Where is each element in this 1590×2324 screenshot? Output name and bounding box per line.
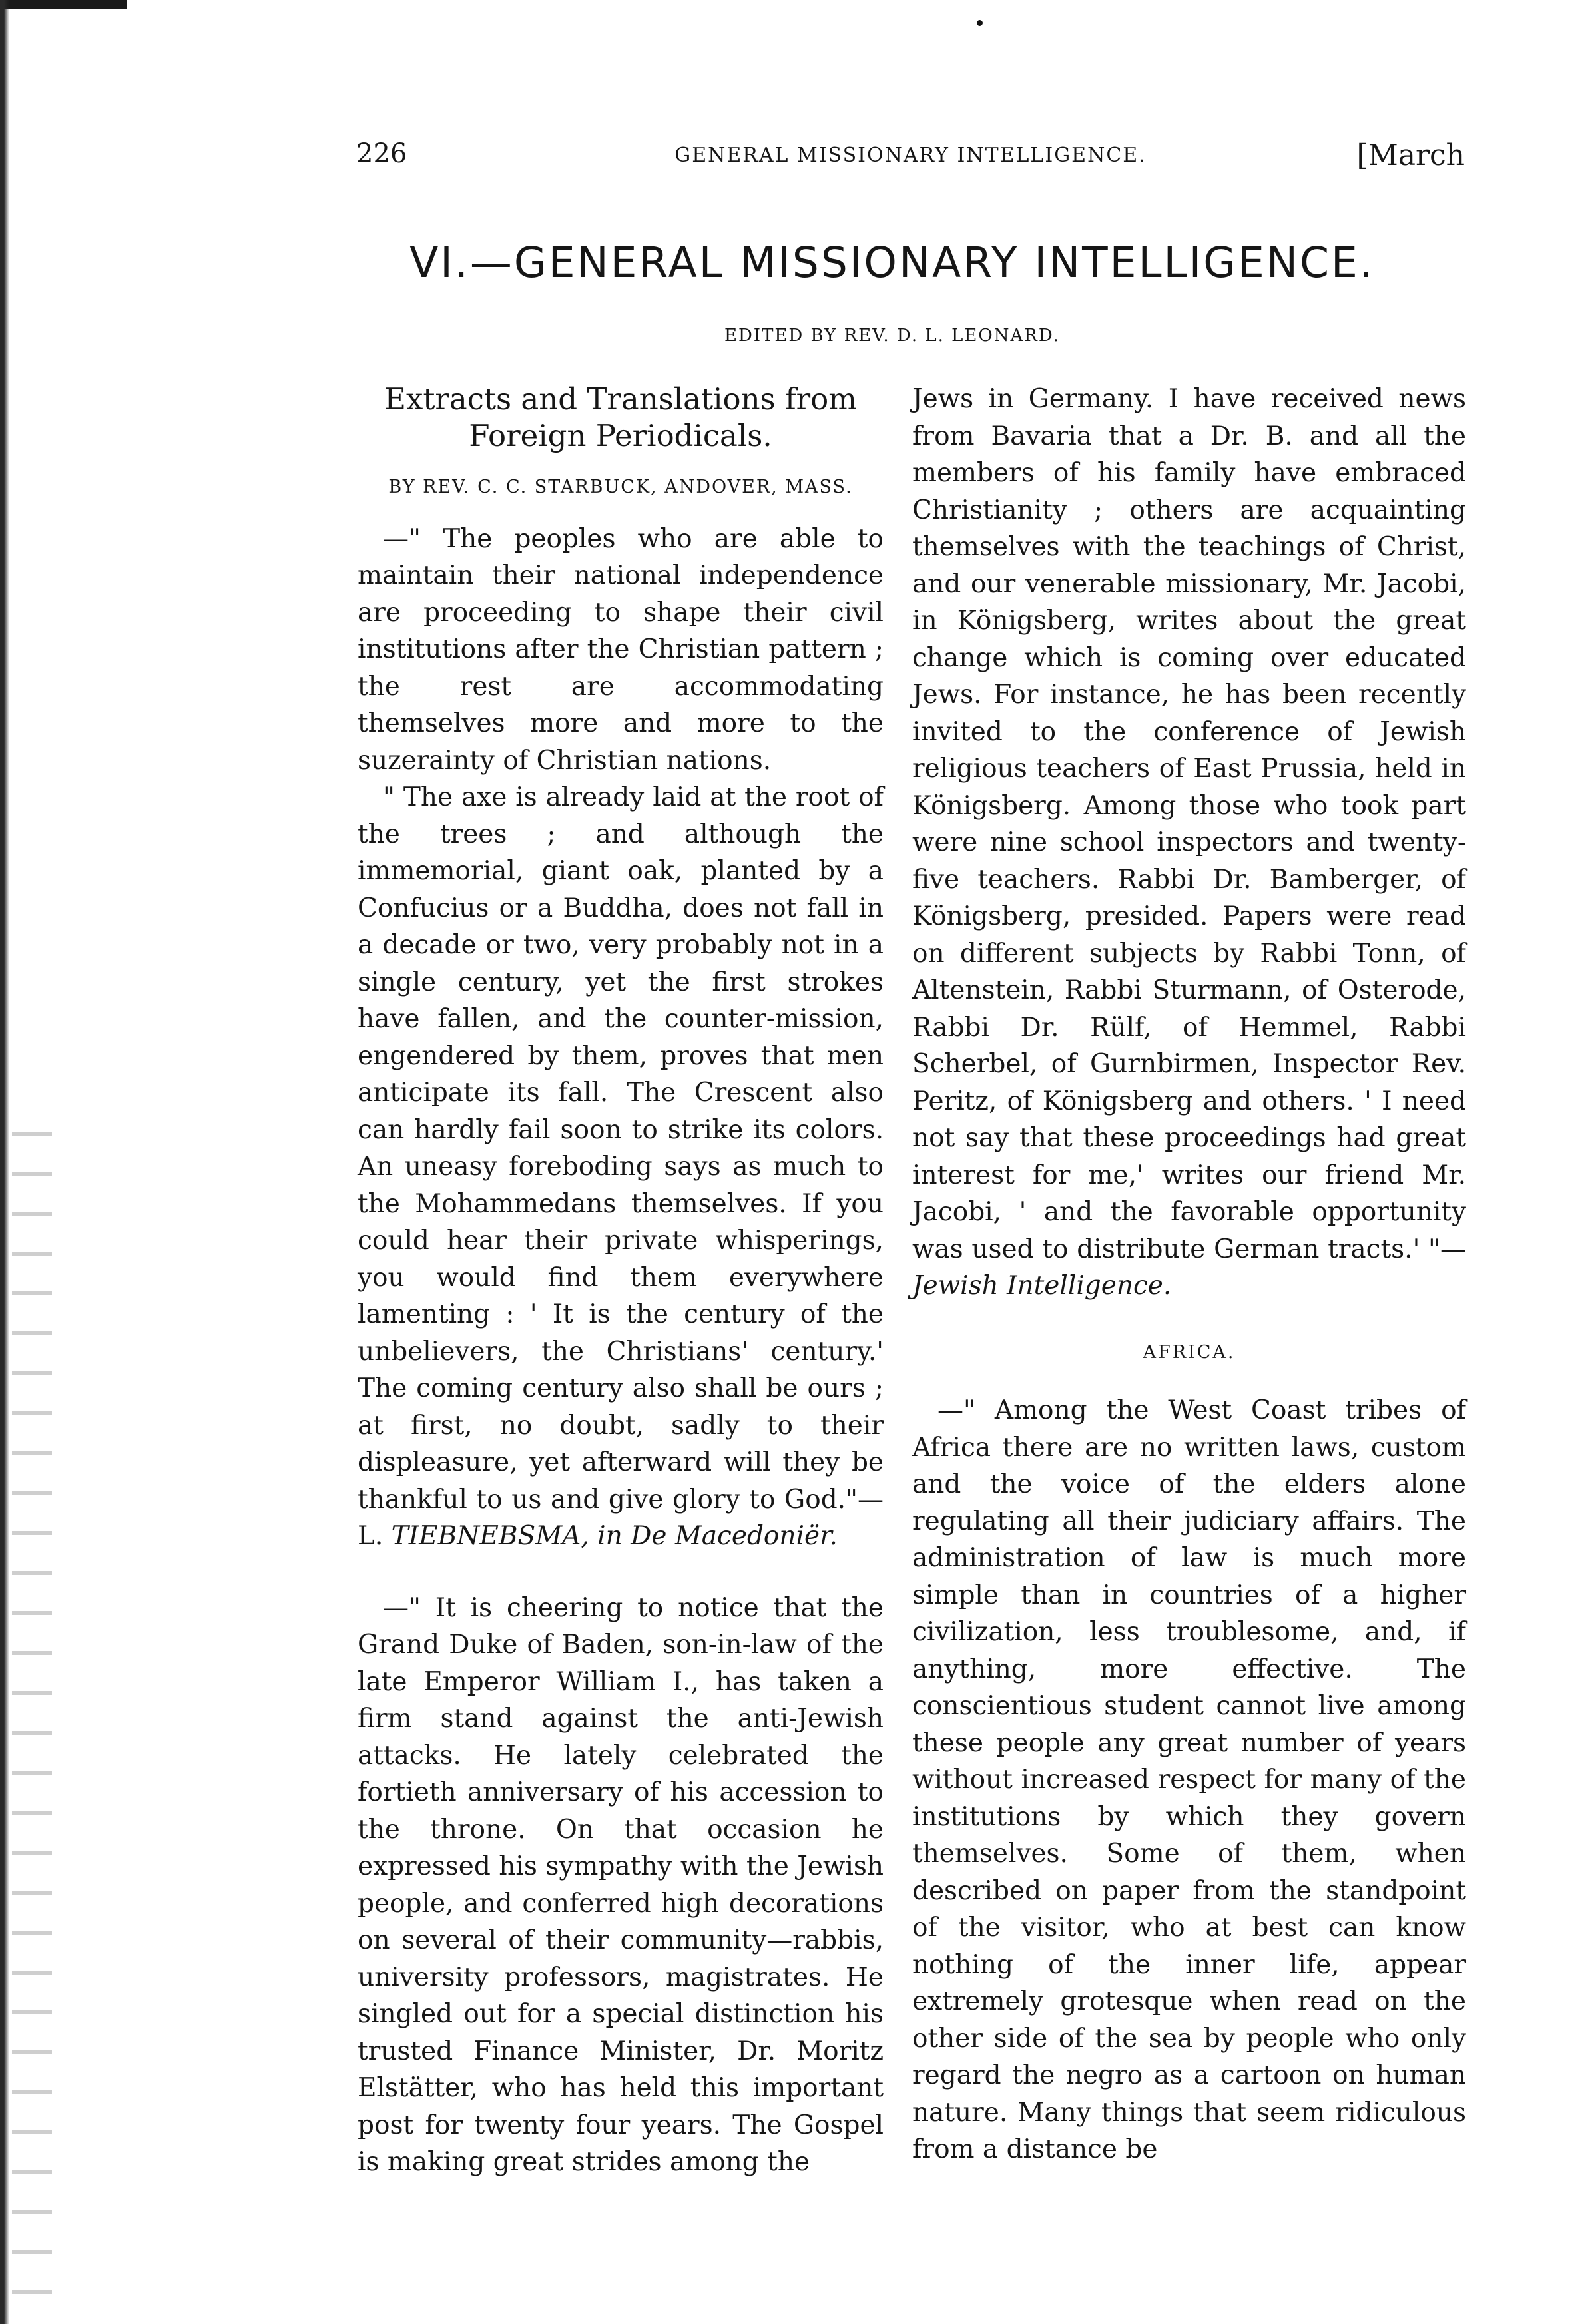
left-column [358, 381, 884, 2181]
paragraph: —" The peoples who are able to maintain their national independence are proceeding to shape their civil institutions after the Christian pattern ; the rest are accommodating themselves more and more to the suzerainty of Christian nations. [358, 523, 884, 776]
scan-speck [977, 20, 983, 26]
paragraph: —" Among the West Coast tribes of Africa there are no written laws, custom and the voice of the elders alone regulating all their judiciary affairs. The administration of law is much more simple than in countries of a higher civilization, less troublesome, and, if anything, more effective. The conscientious student cannot live among these people any great number of years without increased respect for many of the institutions by which they govern themselves. Some of them, when described on paper from the standpoint of the visitor, who at best can know nothing of the inner life, appear extremely grotesque when read on the other side of the sea by people who only regard the negro as a cartoon on human nature. Many things that seem ridiculous from a distance be [912, 1395, 1466, 2164]
scan-margin-marks [12, 1132, 52, 2297]
africa-heading: AFRICA. [1143, 1341, 1236, 1363]
paragraph: Jews in Germany. I have received news from Bavaria that a Dr. B. and all the members of his family have embraced Christianity ; others are acquainting themselves with the teachings of Christ, and our venerable missionary, Mr. Jacobi, in Königsberg, writes about the great change which is coming over educated Jews. For instance, he has been recently invited to the conference of Jewish religious teachers of East Prussia, held in Königsberg. Among those who took part were nine school inspectors and twenty-five teachers. Rabbi Dr. Bamberger, of Königsberg, presided. Papers were read on different subjects by Rabbi Tonn, of Altenstein, Rabbi Sturmann, of Osterode, Rabbi Dr. Rülf, of Hemmel, Rabbi Scherbel, of Gurnbirmen, Inspector Rev. Peritz, of Königsberg and others. ' I need not say that these proceedings had great interest for me,' writes our friend Mr. Jacobi, ' and the favorable opportunity was used to distribute German tracts.' "—Jewish Intelligence. [912, 384, 1466, 1301]
section-title: VI.—GENERAL MISSIONARY INTELLIGENCE. [409, 238, 1375, 287]
paragraph: " The axe is already laid at the root of the trees ; and although the immemorial, giant oak, planted by a Confucius or a Buddha, does not fall in a decade or two, very probably not in a single century, yet the first strokes have fallen, and the counter-mission, engendered by them, proves that men anticipate its fall. The Crescent also can hardly fail soon to strike its colors. An uneasy foreboding says as much to the Mohammedans themselves. If you could hear their private whisperings, you would find them everywhere lamenting : ' It is the century of the unbelievers, the Christians' century.' The coming century also shall be ours ; at first, no doubt, sadly to their displeasure, yet afterward will they be thankful to us and give glory to God."—L. TIEBNEBSMA, in De Macedoniër. [358, 782, 884, 1551]
running-month: [March [1356, 138, 1465, 172]
scan-edge-left [0, 0, 9, 2324]
editor-line: EDITED BY REV. D. L. LEONARD. [724, 326, 1060, 346]
subsection-heading: Extracts and Translations from Foreign Periodicals. [384, 381, 857, 453]
source-citation: TIEBNEBSMA, in De Macedoniër. [391, 1521, 838, 1551]
scan-edge-top [0, 0, 127, 9]
page-number: 226 [356, 138, 407, 169]
right-column [912, 381, 1466, 2168]
byline: BY REV. C. C. STARBUCK, ANDOVER, MASS. [388, 477, 853, 497]
source-citation: Jewish Intelligence. [912, 1271, 1172, 1301]
running-head [356, 138, 1465, 185]
paragraph: —" It is cheering to notice that the Grand Duke of Baden, son-in-law of the late Emperor William I., has taken a firm stand against the anti-Jewish attacks. He lately celebrated the fortieth anniversary of his accession to the throne. On that occasion he expressed his sympathy with the Jewish people, and conferred high decorations on several of their community—rabbis, university professors, magistrates. He singled out for a special distinction his trusted Finance Minister, Dr. Moritz Elstätter, who has held this important post for twenty four years. The Gospel is making great strides among the [358, 1592, 884, 2177]
running-title: GENERAL MISSIONARY INTELLIGENCE. [674, 144, 1147, 167]
